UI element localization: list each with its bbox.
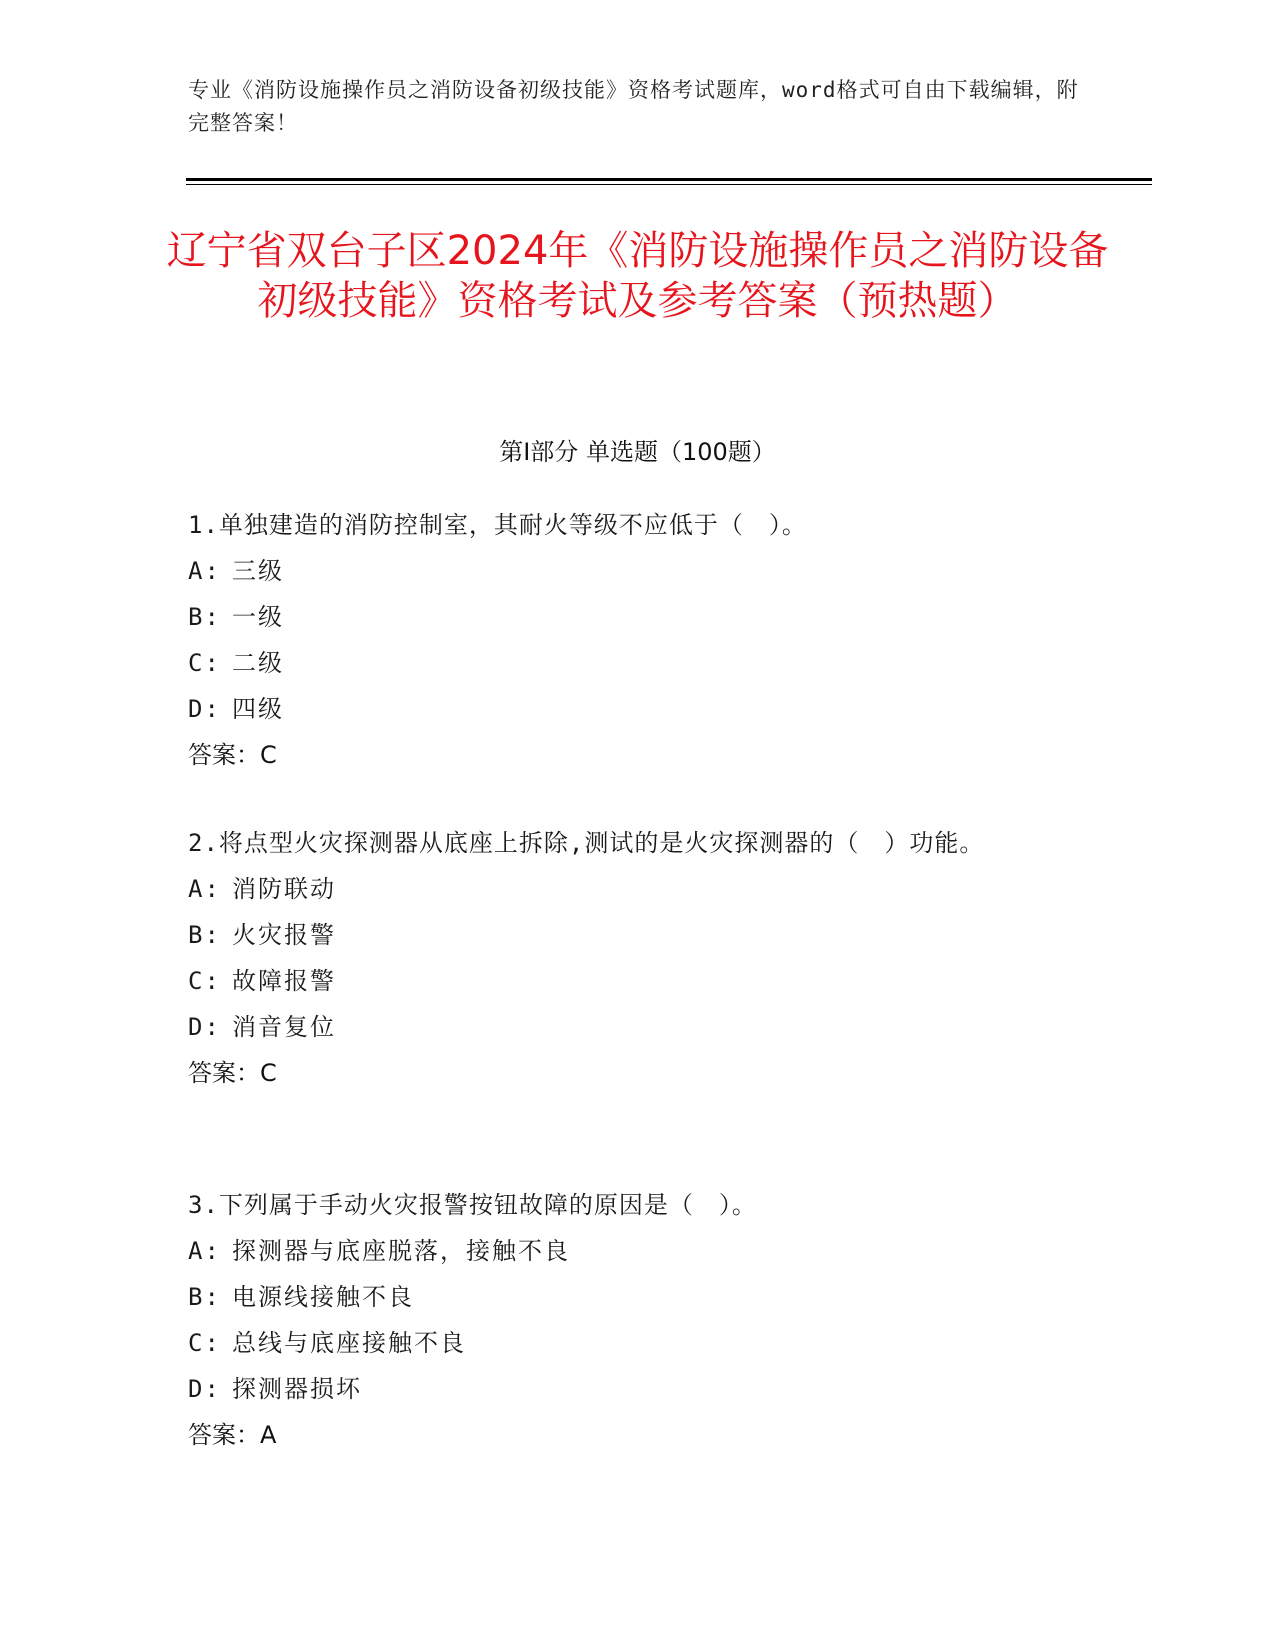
question-2 <box>188 820 1088 1096</box>
option-text: 消防联动 <box>232 875 336 903</box>
option-letter: B: <box>188 1283 221 1311</box>
option-a <box>188 548 1088 594</box>
question-stem: 1.单独建造的消防控制室，其耐火等级不应低于（ ）。 <box>188 511 807 539</box>
option-text: 故障报警 <box>232 967 336 995</box>
answer: 答案：C <box>188 741 277 769</box>
option-letter: C: <box>188 967 221 995</box>
option-text: 三级 <box>232 557 284 585</box>
option-letter: C: <box>188 1329 221 1357</box>
section-heading: 第Ⅰ部分 单选题（100题） <box>499 438 776 466</box>
option-c <box>188 640 1088 686</box>
answer: 答案：A <box>188 1421 277 1449</box>
option-text: 火灾报警 <box>232 921 336 949</box>
option-d <box>188 1004 1088 1050</box>
option-b <box>188 594 1088 640</box>
answer: 答案：C <box>188 1059 277 1087</box>
option-letter: B: <box>188 921 221 949</box>
option-d <box>188 686 1088 732</box>
option-a <box>188 866 1088 912</box>
option-letter: D: <box>188 1375 221 1403</box>
option-letter: B: <box>188 603 221 631</box>
question-stem: 2.将点型火灾探测器从底座上拆除,测试的是火灾探测器的（ ）功能。 <box>188 829 985 857</box>
option-letter: A: <box>188 557 221 585</box>
option-letter: A: <box>188 1237 221 1265</box>
option-a <box>188 1228 1088 1274</box>
question-stem: 3.下列属于手动火灾报警按钮故障的原因是（ ）。 <box>188 1191 757 1219</box>
option-text: 探测器与底座脱落，接触不良 <box>232 1237 570 1265</box>
option-b <box>188 1274 1088 1320</box>
question-1 <box>188 502 1088 778</box>
header-divider-thin <box>186 184 1152 185</box>
option-text: 总线与底座接触不良 <box>232 1329 466 1357</box>
option-text: 电源线接触不良 <box>232 1283 414 1311</box>
option-c <box>188 1320 1088 1366</box>
header-divider-thick <box>186 178 1152 181</box>
option-letter: C: <box>188 649 221 677</box>
option-d <box>188 1366 1088 1412</box>
option-text: 探测器损坏 <box>232 1375 362 1403</box>
option-letter: D: <box>188 695 221 723</box>
option-letter: D: <box>188 1013 221 1041</box>
header-note: 专业《消防设施操作员之消防设备初级技能》资格考试题库，word格式可自由下载编辑，附完整答案！ <box>188 78 1079 135</box>
option-text: 一级 <box>232 603 284 631</box>
option-text: 二级 <box>232 649 284 677</box>
option-b <box>188 912 1088 958</box>
question-3 <box>188 1182 1088 1458</box>
option-text: 消音复位 <box>232 1013 336 1041</box>
option-text: 四级 <box>232 695 284 723</box>
option-letter: A: <box>188 875 221 903</box>
document-title: 辽宁省双台子区2024年《消防设施操作员之消防设备初级技能》资格考试及参考答案（预热题） <box>166 228 1109 324</box>
option-c <box>188 958 1088 1004</box>
